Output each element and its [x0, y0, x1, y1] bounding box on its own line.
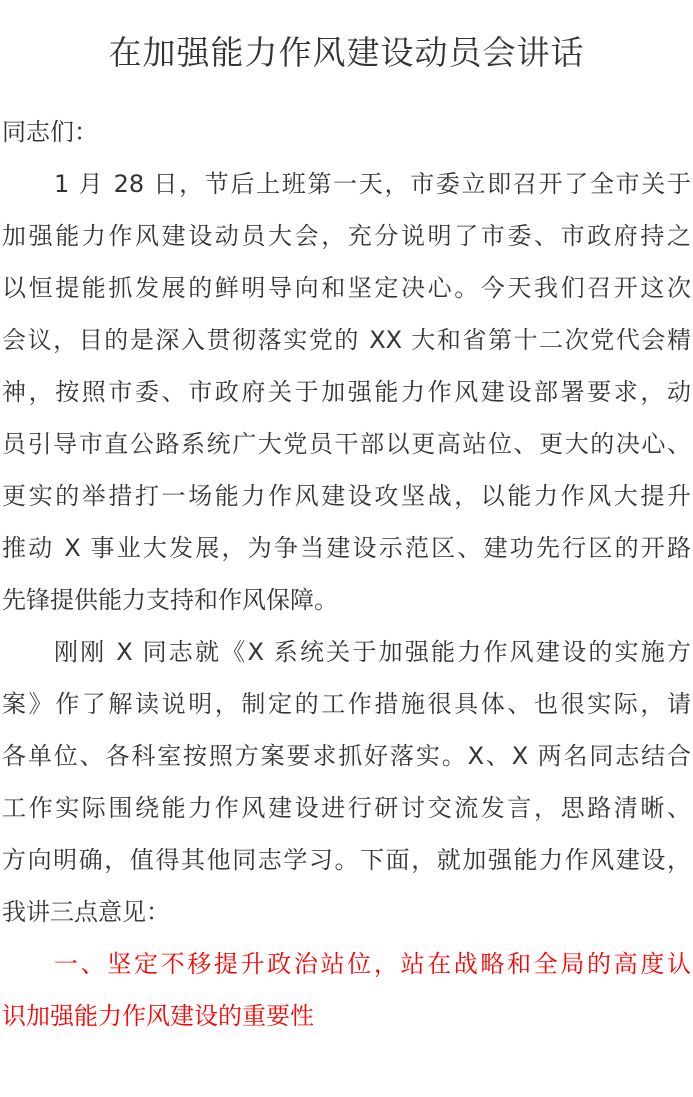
paragraph-line: 更实的举措打一场能力作风建设攻坚战，以能力作风大提升 [2, 482, 691, 510]
paragraph-line: 案》作了解读说明，制定的工作措施很具体、也很实际，请 [2, 690, 691, 718]
heading-line: 一、坚定不移提升政治站位，站在战略和全局的高度认 [54, 950, 691, 978]
paragraph-line: 先锋提供能力支持和作风保障。 [2, 586, 338, 614]
salutation: 同志们： [2, 118, 98, 146]
document-title: 在加强能力作风建设动员会讲话 [108, 33, 585, 72]
paragraph-line: 方向明确，值得其他同志学习。下面，就加强能力作风建设， [2, 846, 691, 874]
paragraph-line: 各单位、各科室按照方案要求抓好落实。X、X 两名同志结合 [2, 742, 691, 770]
paragraph-line: 我讲三点意见： [2, 898, 170, 926]
paragraph-line: 会议，目的是深入贯彻落实党的 XX 大和省第十二次党代会精 [2, 326, 691, 354]
paragraph-line: 1 月 28 日，节后上班第一天，市委立即召开了全市关于 [54, 170, 691, 198]
paragraph-line: 推动 X 事业大发展，为争当建设示范区、建功先行区的开路 [2, 534, 691, 562]
paragraph-line: 以恒提能抓发展的鲜明导向和坚定决心。今天我们召开这次 [2, 274, 691, 302]
heading-line: 识加强能力作风建设的重要性 [2, 1002, 314, 1030]
paragraph-line: 加强能力作风建设动员大会，充分说明了市委、市政府持之 [2, 222, 691, 250]
paragraph-line: 神，按照市委、市政府关于加强能力作风建设部署要求，动 [2, 378, 691, 406]
paragraph-line: 工作实际围绕能力作风建设进行研讨交流发言，思路清晰、 [2, 794, 691, 822]
paragraph-line: 员引导市直公路系统广大党员干部以更高站位、更大的决心、 [2, 430, 691, 458]
paragraph-line: 刚刚 X 同志就《X 系统关于加强能力作风建设的实施方 [54, 638, 691, 666]
